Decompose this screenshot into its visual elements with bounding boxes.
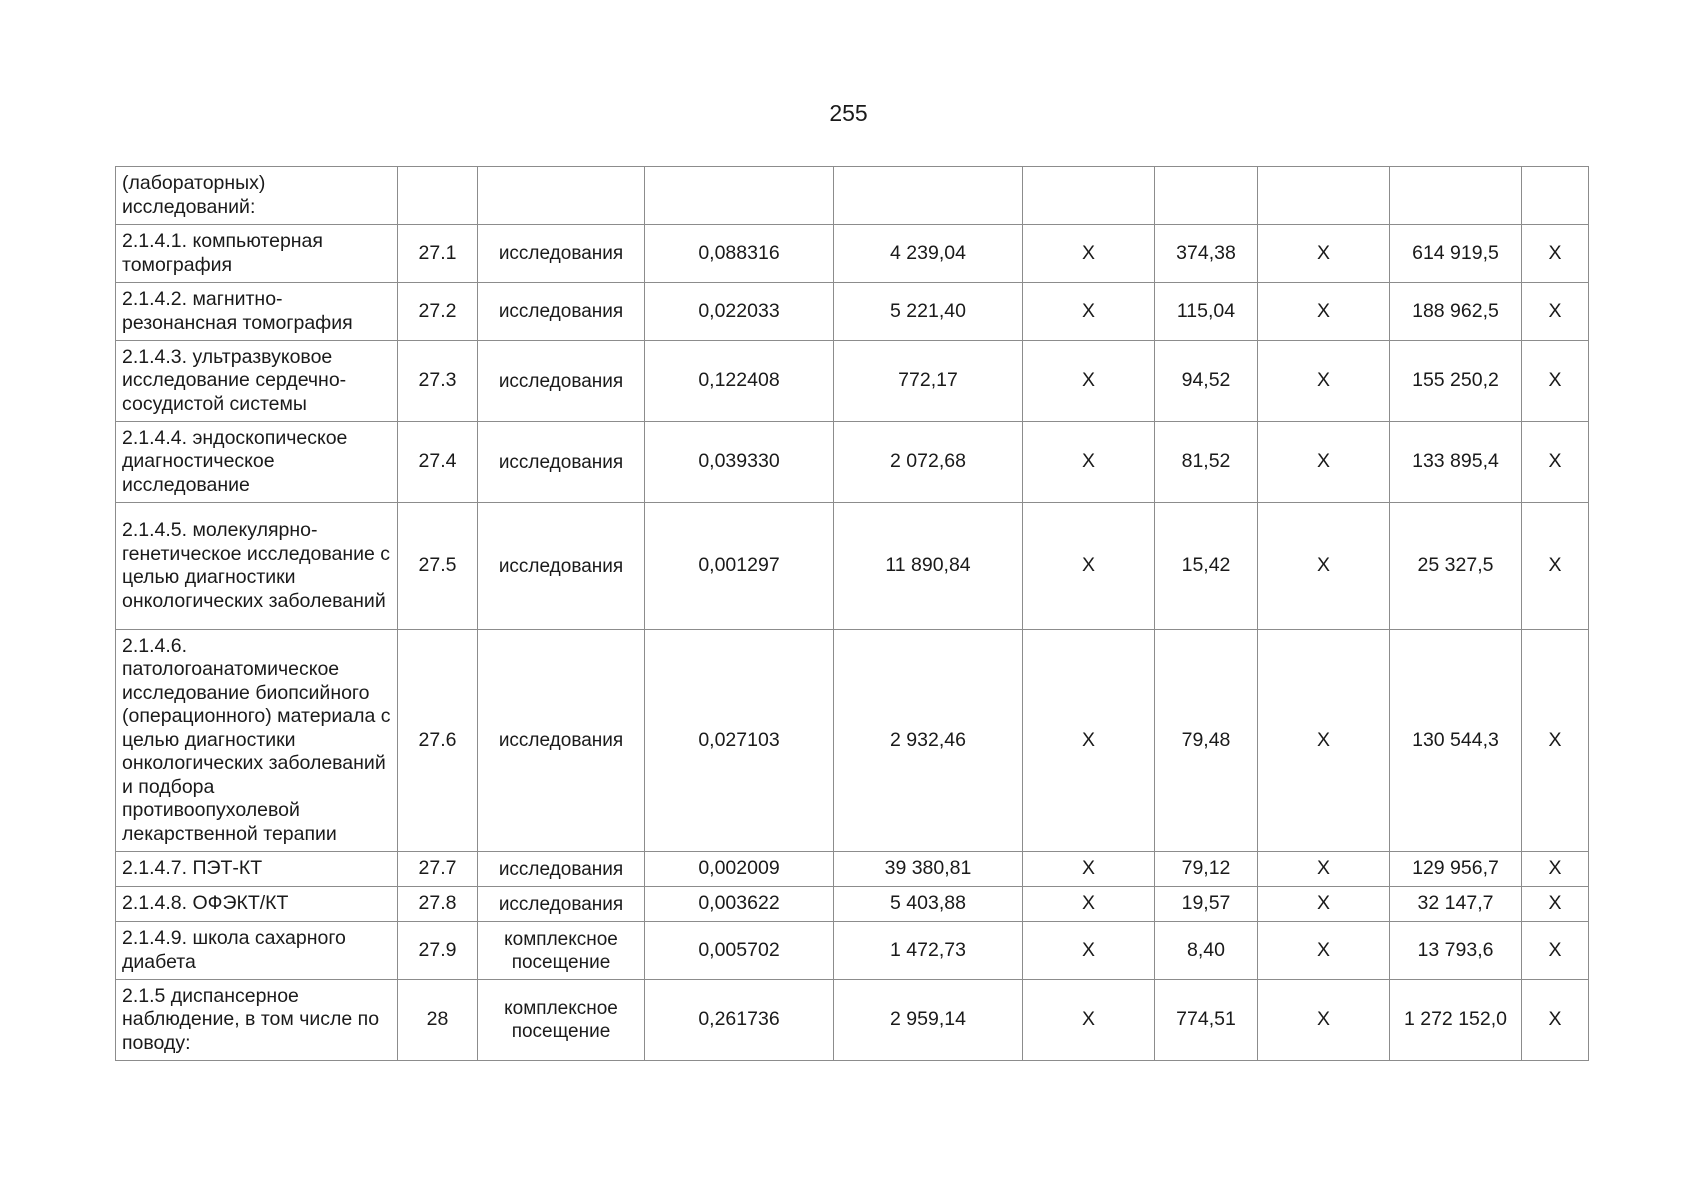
row-col10-cell: Х xyxy=(1522,341,1589,422)
row-col7-cell xyxy=(1155,167,1258,225)
row-col10-cell: Х xyxy=(1522,922,1589,980)
row-col10-cell: Х xyxy=(1522,225,1589,283)
row-col6-cell: Х xyxy=(1023,630,1155,852)
row-code-cell: 27.7 xyxy=(398,852,478,887)
row-col7-cell: 374,38 xyxy=(1155,225,1258,283)
table-row xyxy=(116,225,1589,283)
table-row xyxy=(116,283,1589,341)
row-col6-cell: Х xyxy=(1023,225,1155,283)
table-row xyxy=(116,887,1589,922)
row-col9-cell: 13 793,6 xyxy=(1390,922,1522,980)
tariff-table xyxy=(115,166,1589,1061)
row-col8-cell: Х xyxy=(1258,225,1390,283)
row-code-cell: 27.5 xyxy=(398,503,478,630)
table-row xyxy=(116,341,1589,422)
row-unit-cell: исследования xyxy=(478,422,645,503)
row-cost-cell: 4 239,04 xyxy=(834,225,1023,283)
row-col6-cell: Х xyxy=(1023,503,1155,630)
row-col7-cell: 79,12 xyxy=(1155,852,1258,887)
row-name-cell: 2.1.4.1. компьютерная томография xyxy=(116,225,398,283)
row-code-cell: 27.9 xyxy=(398,922,478,980)
row-col9-cell: 130 544,3 xyxy=(1390,630,1522,852)
row-unit-cell: исследования xyxy=(478,887,645,922)
row-col7-cell: 15,42 xyxy=(1155,503,1258,630)
row-col7-cell: 81,52 xyxy=(1155,422,1258,503)
row-col6-cell: Х xyxy=(1023,341,1155,422)
row-col9-cell: 133 895,4 xyxy=(1390,422,1522,503)
row-col9-cell xyxy=(1390,167,1522,225)
row-col8-cell: Х xyxy=(1258,422,1390,503)
row-name-cell: 2.1.4.5. молекулярно-генетическое исследование с целью диагностики онкологических заболеваний xyxy=(116,503,398,630)
row-col9-cell: 1 272 152,0 xyxy=(1390,980,1522,1061)
row-col7-cell: 19,57 xyxy=(1155,887,1258,922)
row-cost-cell: 2 072,68 xyxy=(834,422,1023,503)
row-col7-cell: 8,40 xyxy=(1155,922,1258,980)
table-row xyxy=(116,980,1589,1061)
page-number: 255 xyxy=(829,100,868,126)
row-cost-cell: 5 403,88 xyxy=(834,887,1023,922)
row-name-cell: 2.1.4.3. ультразвуковое исследование сердечно-сосудистой системы xyxy=(116,341,398,422)
row-col10-cell: Х xyxy=(1522,980,1589,1061)
row-col8-cell: Х xyxy=(1258,922,1390,980)
table-row xyxy=(116,503,1589,630)
row-unit-cell: комплексное посещение xyxy=(478,980,645,1061)
row-col7-cell: 94,52 xyxy=(1155,341,1258,422)
row-col10-cell: Х xyxy=(1522,852,1589,887)
row-unit-cell: исследования xyxy=(478,630,645,852)
row-code-cell: 27.2 xyxy=(398,283,478,341)
row-name-cell: 2.1.5 диспансерное наблюдение, в том числе по поводу: xyxy=(116,980,398,1061)
row-name-cell: 2.1.4.7. ПЭТ-КТ xyxy=(116,852,398,887)
row-unit-cell: исследования xyxy=(478,341,645,422)
row-col8-cell: Х xyxy=(1258,283,1390,341)
row-col8-cell: Х xyxy=(1258,630,1390,852)
row-col10-cell: Х xyxy=(1522,503,1589,630)
row-cost-cell: 2 932,46 xyxy=(834,630,1023,852)
row-col8-cell: Х xyxy=(1258,852,1390,887)
row-cost-cell: 39 380,81 xyxy=(834,852,1023,887)
row-code-cell: 27.1 xyxy=(398,225,478,283)
row-code-cell: 28 xyxy=(398,980,478,1061)
row-norm-cell: 0,039330 xyxy=(645,422,834,503)
row-col6-cell: Х xyxy=(1023,887,1155,922)
row-name-cell: 2.1.4.8. ОФЭКТ/КТ xyxy=(116,887,398,922)
row-col9-cell: 32 147,7 xyxy=(1390,887,1522,922)
row-code-cell xyxy=(398,167,478,225)
row-col6-cell: Х xyxy=(1023,422,1155,503)
row-code-cell: 27.8 xyxy=(398,887,478,922)
row-name-cell: 2.1.4.6. патологоанатомическое исследование биопсийного (операционного) материала с целью диагностики онкологических заболеваний и подбора противоопухолевой лекарственной терапии xyxy=(116,630,398,852)
row-col9-cell: 129 956,7 xyxy=(1390,852,1522,887)
row-col6-cell xyxy=(1023,167,1155,225)
row-name-cell: 2.1.4.4. эндоскопическое диагностическое исследование xyxy=(116,422,398,503)
row-cost-cell: 1 472,73 xyxy=(834,922,1023,980)
row-code-cell: 27.3 xyxy=(398,341,478,422)
row-col6-cell: Х xyxy=(1023,980,1155,1061)
row-norm-cell: 0,005702 xyxy=(645,922,834,980)
row-code-cell: 27.4 xyxy=(398,422,478,503)
row-col6-cell: Х xyxy=(1023,283,1155,341)
row-col8-cell: Х xyxy=(1258,980,1390,1061)
row-name-cell: 2.1.4.9. школа сахарного диабета xyxy=(116,922,398,980)
row-unit-cell: исследования xyxy=(478,283,645,341)
row-col9-cell: 25 327,5 xyxy=(1390,503,1522,630)
row-norm-cell: 0,261736 xyxy=(645,980,834,1061)
row-cost-cell: 772,17 xyxy=(834,341,1023,422)
row-code-cell: 27.6 xyxy=(398,630,478,852)
row-col7-cell: 774,51 xyxy=(1155,980,1258,1061)
row-cost-cell: 5 221,40 xyxy=(834,283,1023,341)
row-norm-cell: 0,001297 xyxy=(645,503,834,630)
row-norm-cell: 0,002009 xyxy=(645,852,834,887)
row-norm-cell: 0,003622 xyxy=(645,887,834,922)
row-cost-cell: 2 959,14 xyxy=(834,980,1023,1061)
row-col6-cell: Х xyxy=(1023,852,1155,887)
table-row xyxy=(116,630,1589,852)
row-norm-cell: 0,122408 xyxy=(645,341,834,422)
table-row xyxy=(116,422,1589,503)
row-norm-cell: 0,027103 xyxy=(645,630,834,852)
row-cost-cell xyxy=(834,167,1023,225)
table-row xyxy=(116,922,1589,980)
row-col7-cell: 79,48 xyxy=(1155,630,1258,852)
row-col10-cell: Х xyxy=(1522,630,1589,852)
row-col10-cell xyxy=(1522,167,1589,225)
row-col10-cell: Х xyxy=(1522,887,1589,922)
row-col8-cell xyxy=(1258,167,1390,225)
row-col10-cell: Х xyxy=(1522,283,1589,341)
row-norm-cell: 0,022033 xyxy=(645,283,834,341)
row-unit-cell: исследования xyxy=(478,852,645,887)
row-col9-cell: 188 962,5 xyxy=(1390,283,1522,341)
row-norm-cell: 0,088316 xyxy=(645,225,834,283)
row-unit-cell: исследования xyxy=(478,503,645,630)
row-col9-cell: 155 250,2 xyxy=(1390,341,1522,422)
row-col8-cell: Х xyxy=(1258,341,1390,422)
row-unit-cell xyxy=(478,167,645,225)
row-col9-cell: 614 919,5 xyxy=(1390,225,1522,283)
row-cost-cell: 11 890,84 xyxy=(834,503,1023,630)
row-col8-cell: Х xyxy=(1258,503,1390,630)
table-row xyxy=(116,852,1589,887)
row-unit-cell: комплексное посещение xyxy=(478,922,645,980)
table-row xyxy=(116,167,1589,225)
row-col10-cell: Х xyxy=(1522,422,1589,503)
row-col7-cell: 115,04 xyxy=(1155,283,1258,341)
row-unit-cell: исследования xyxy=(478,225,645,283)
row-col6-cell: Х xyxy=(1023,922,1155,980)
row-norm-cell xyxy=(645,167,834,225)
row-name-cell: 2.1.4.2. магнитно-резонансная томография xyxy=(116,283,398,341)
row-col8-cell: Х xyxy=(1258,887,1390,922)
row-name-cell: (лабораторных) исследований: xyxy=(116,167,398,225)
